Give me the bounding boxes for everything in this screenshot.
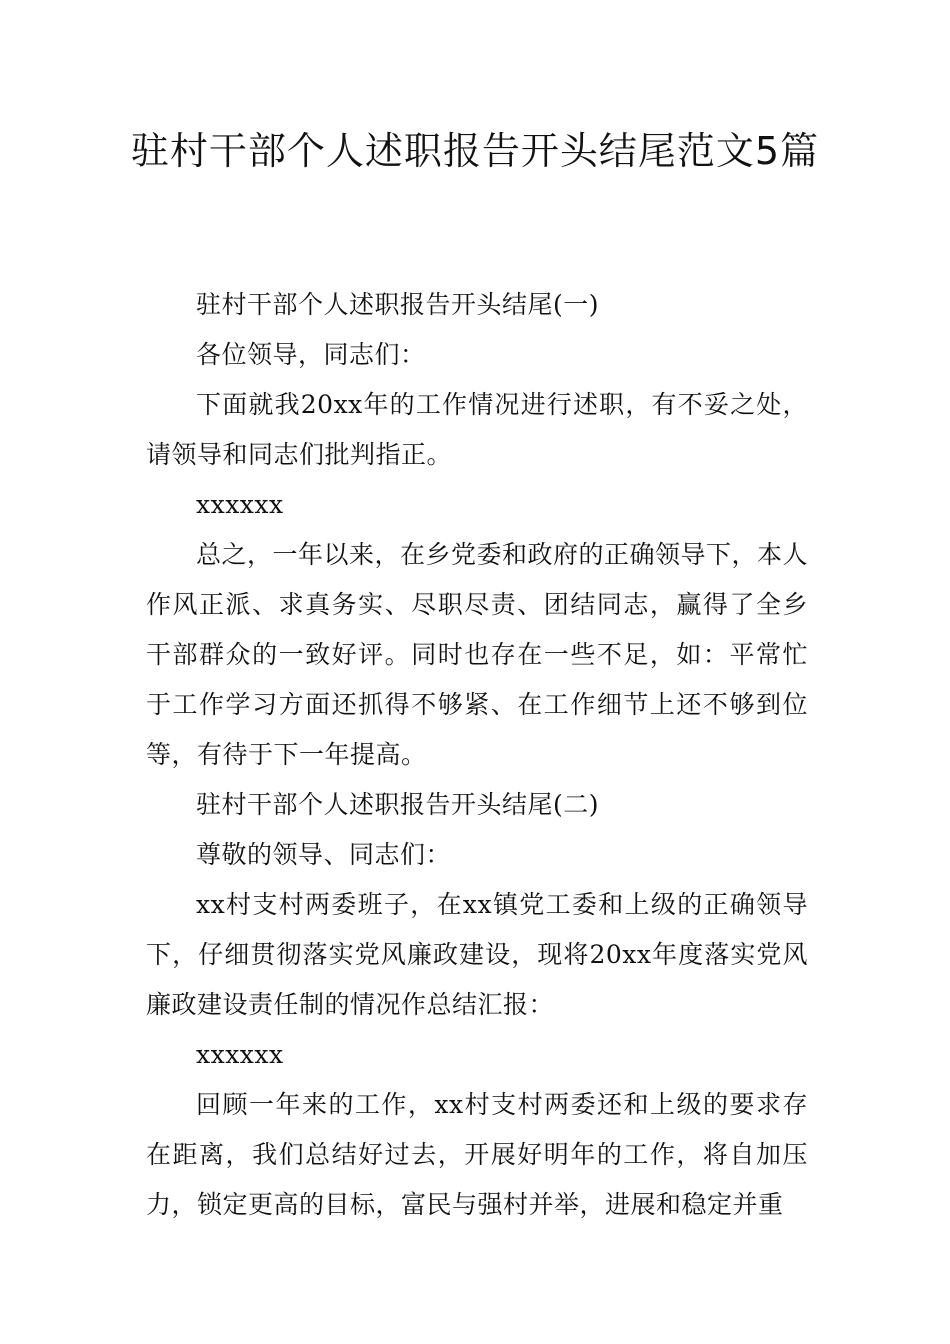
paragraph-salutation-1: 各位领导，同志们：	[196, 340, 426, 369]
paragraph-salutation-2: 尊敬的领导、同志们：	[196, 840, 452, 869]
paragraph-conclusion-1: 总之，一年以来，在乡党委和政府的正确领导下，本人作风正派、求真务实、尽职尽责、团结同志，赢得了全乡干部群众的一致好评。同时也存在一些不足，如：平常忙于工作学习方面还抓得不够紧、在工作细节上还不够到位等，有待于下一年提高。	[146, 540, 809, 769]
paragraph-section-heading-1: 驻村干部个人述职报告开头结尾(一)	[196, 290, 600, 319]
document-title: 驻村干部个人述职报告开头结尾范文5篇	[130, 129, 820, 173]
paragraph-placeholder-1: xxxxxx	[196, 490, 284, 519]
paragraph-section-heading-2: 驻村干部个人述职报告开头结尾(二)	[196, 790, 600, 819]
paragraph-intro-1: 下面就我20xx年的工作情况进行述职，有不妥之处，请领导和同志们批判指正。	[146, 390, 808, 469]
paragraph-conclusion-2: 回顾一年来的工作，xx村支村两委还和上级的要求存在距离，我们总结好过去，开展好明年的工作，将自加压力，锁定更高的目标，富民与强村并举，进展和稳定并重	[146, 1090, 808, 1219]
paragraph-placeholder-2: xxxxxx	[196, 1040, 284, 1069]
document-body	[146, 280, 808, 1230]
paragraph-intro-2: xx村支村两委班子，在xx镇党工委和上级的正确领导下，仔细贯彻落实党风廉政建设，现将20xx年度落实党风廉政建设责任制的情况作总结汇报：	[146, 890, 808, 1019]
